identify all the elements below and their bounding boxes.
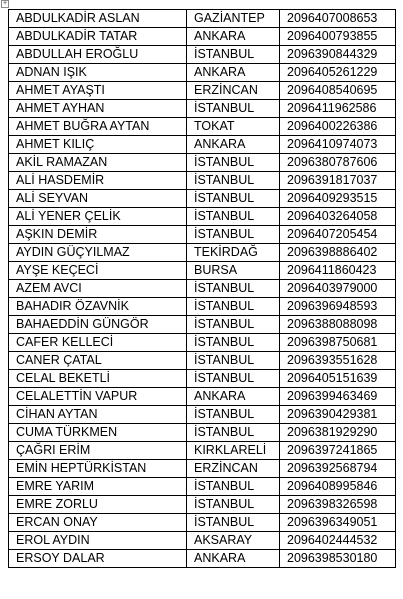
name-cell[interactable]: CANER ÇATAL <box>9 352 187 370</box>
table-row <box>9 316 396 334</box>
name-cell[interactable]: EMİN HEPTÜRKİSTAN <box>9 460 187 478</box>
name-cell[interactable]: ERSOY DALAR <box>9 550 187 568</box>
table-row <box>9 478 396 496</box>
city-cell[interactable]: İSTANBUL <box>187 100 280 118</box>
city-cell[interactable]: İSTANBUL <box>187 280 280 298</box>
number-cell[interactable]: 2096410974073 <box>280 136 396 154</box>
name-cell[interactable]: ÇAĞRI ERİM <box>9 442 187 460</box>
name-cell[interactable]: ABDULKADİR ASLAN <box>9 10 187 28</box>
number-cell[interactable]: 2096393551628 <box>280 352 396 370</box>
city-cell[interactable]: İSTANBUL <box>187 316 280 334</box>
city-cell[interactable]: İSTANBUL <box>187 334 280 352</box>
name-cell[interactable]: CELALETTİN VAPUR <box>9 388 187 406</box>
number-cell[interactable]: 2096388088098 <box>280 316 396 334</box>
table-row <box>9 208 396 226</box>
data-table <box>8 9 396 568</box>
city-cell[interactable]: İSTANBUL <box>187 298 280 316</box>
city-cell[interactable]: TEKİRDAĞ <box>187 244 280 262</box>
table-row <box>9 406 396 424</box>
city-cell[interactable]: KIRKLARELİ <box>187 442 280 460</box>
city-cell[interactable]: İSTANBUL <box>187 406 280 424</box>
number-cell[interactable]: 2096400226386 <box>280 118 396 136</box>
table-row <box>9 154 396 172</box>
number-cell[interactable]: 2096407205454 <box>280 226 396 244</box>
number-cell[interactable]: 2096409293515 <box>280 190 396 208</box>
number-cell[interactable]: 2096396948593 <box>280 298 396 316</box>
number-cell[interactable]: 2096399463469 <box>280 388 396 406</box>
number-cell[interactable]: 2096380787606 <box>280 154 396 172</box>
name-cell[interactable]: EROL AYDIN <box>9 532 187 550</box>
name-cell[interactable]: CELAL BEKETLİ <box>9 370 187 388</box>
name-cell[interactable]: AKİL RAMAZAN <box>9 154 187 172</box>
city-cell[interactable]: AKSARAY <box>187 532 280 550</box>
name-cell[interactable]: AŞKIN DEMİR <box>9 226 187 244</box>
city-cell[interactable]: ANKARA <box>187 550 280 568</box>
table-row <box>9 550 396 568</box>
name-cell[interactable]: CİHAN AYTAN <box>9 406 187 424</box>
number-cell[interactable]: 2096411962586 <box>280 100 396 118</box>
table-row <box>9 334 396 352</box>
city-cell[interactable]: GAZİANTEP <box>187 10 280 28</box>
number-cell[interactable]: 2096405151639 <box>280 370 396 388</box>
name-cell[interactable]: ERCAN ONAY <box>9 514 187 532</box>
city-cell[interactable]: ANKARA <box>187 64 280 82</box>
table-row <box>9 388 396 406</box>
table-move-handle-icon[interactable]: + <box>2 0 8 7</box>
name-cell[interactable]: CAFER KELLECİ <box>9 334 187 352</box>
name-cell[interactable]: AHMET BUĞRA AYTAN <box>9 118 187 136</box>
table-row <box>9 46 396 64</box>
city-cell[interactable]: İSTANBUL <box>187 370 280 388</box>
city-cell[interactable]: ERZİNCAN <box>187 460 280 478</box>
name-cell[interactable]: ABDULKADİR TATAR <box>9 28 187 46</box>
table-row <box>9 514 396 532</box>
table-row <box>9 190 396 208</box>
number-cell[interactable]: 2096390429381 <box>280 406 396 424</box>
name-cell[interactable]: BAHADIR ÖZAVNİK <box>9 298 187 316</box>
table-row <box>9 118 396 136</box>
city-cell[interactable]: ANKARA <box>187 136 280 154</box>
city-cell[interactable]: ERZİNCAN <box>187 82 280 100</box>
number-cell[interactable]: 2096407008653 <box>280 10 396 28</box>
table-body <box>9 10 396 568</box>
name-cell[interactable]: AHMET AYHAN <box>9 100 187 118</box>
table-row <box>9 424 396 442</box>
city-cell[interactable]: İSTANBUL <box>187 190 280 208</box>
name-cell[interactable]: CUMA TÜRKMEN <box>9 424 187 442</box>
name-cell[interactable]: AHMET AYAŞTI <box>9 82 187 100</box>
table-row <box>9 100 396 118</box>
number-cell[interactable]: 2096408540695 <box>280 82 396 100</box>
city-cell[interactable]: TOKAT <box>187 118 280 136</box>
table-row <box>9 10 396 28</box>
city-cell[interactable]: ANKARA <box>187 28 280 46</box>
name-cell[interactable]: BAHAEDDİN GÜNGÖR <box>9 316 187 334</box>
number-cell[interactable]: 2096396349051 <box>280 514 396 532</box>
city-cell[interactable]: İSTANBUL <box>187 478 280 496</box>
city-cell[interactable]: İSTANBUL <box>187 226 280 244</box>
city-cell[interactable]: İSTANBUL <box>187 514 280 532</box>
number-cell[interactable]: 2096403979000 <box>280 280 396 298</box>
number-cell[interactable]: 2096390844329 <box>280 46 396 64</box>
name-cell[interactable]: EMRE YARIM <box>9 478 187 496</box>
city-cell[interactable]: BURSA <box>187 262 280 280</box>
city-cell[interactable]: ANKARA <box>187 388 280 406</box>
name-cell[interactable]: EMRE ZORLU <box>9 496 187 514</box>
city-cell[interactable]: İSTANBUL <box>187 352 280 370</box>
table-row <box>9 280 396 298</box>
table-row <box>9 496 396 514</box>
number-cell[interactable]: 2096398530180 <box>280 550 396 568</box>
table-row <box>9 262 396 280</box>
name-cell[interactable]: ALİ YENER ÇELİK <box>9 208 187 226</box>
table-row <box>9 64 396 82</box>
name-cell[interactable]: AZEM AVCI <box>9 280 187 298</box>
table-row <box>9 370 396 388</box>
city-cell[interactable]: İSTANBUL <box>187 46 280 64</box>
name-cell[interactable]: AYDIN GÜÇYILMAZ <box>9 244 187 262</box>
table-row <box>9 298 396 316</box>
number-cell[interactable]: 2096398326598 <box>280 496 396 514</box>
number-cell[interactable]: 2096403264058 <box>280 208 396 226</box>
number-cell[interactable]: 2096397241865 <box>280 442 396 460</box>
number-cell[interactable]: 2096411860423 <box>280 262 396 280</box>
table-row <box>9 532 396 550</box>
number-cell[interactable]: 2096398750681 <box>280 334 396 352</box>
number-cell[interactable]: 2096391817037 <box>280 172 396 190</box>
number-cell[interactable]: 2096408995846 <box>280 478 396 496</box>
number-cell[interactable]: 2096400793855 <box>280 28 396 46</box>
name-cell[interactable]: AYŞE KEÇECİ <box>9 262 187 280</box>
table-row <box>9 172 396 190</box>
number-cell[interactable]: 2096398886402 <box>280 244 396 262</box>
table-row <box>9 136 396 154</box>
table-row <box>9 82 396 100</box>
city-cell[interactable]: İSTANBUL <box>187 208 280 226</box>
name-cell[interactable]: ALİ HASDEMİR <box>9 172 187 190</box>
number-cell[interactable]: 2096402444532 <box>280 532 396 550</box>
city-cell[interactable]: İSTANBUL <box>187 424 280 442</box>
name-cell[interactable]: AHMET KILIÇ <box>9 136 187 154</box>
name-cell[interactable]: ABDULLAH EROĞLU <box>9 46 187 64</box>
table-row <box>9 226 396 244</box>
table-row <box>9 244 396 262</box>
number-cell[interactable]: 2096392568794 <box>280 460 396 478</box>
number-cell[interactable]: 2096405261229 <box>280 64 396 82</box>
name-cell[interactable]: ALİ SEYVAN <box>9 190 187 208</box>
number-cell[interactable]: 2096381929290 <box>280 424 396 442</box>
table-row <box>9 442 396 460</box>
table-row <box>9 28 396 46</box>
table-row <box>9 352 396 370</box>
table-row <box>9 460 396 478</box>
name-cell[interactable]: ADNAN IŞIK <box>9 64 187 82</box>
city-cell[interactable]: İSTANBUL <box>187 154 280 172</box>
city-cell[interactable]: İSTANBUL <box>187 496 280 514</box>
city-cell[interactable]: İSTANBUL <box>187 172 280 190</box>
